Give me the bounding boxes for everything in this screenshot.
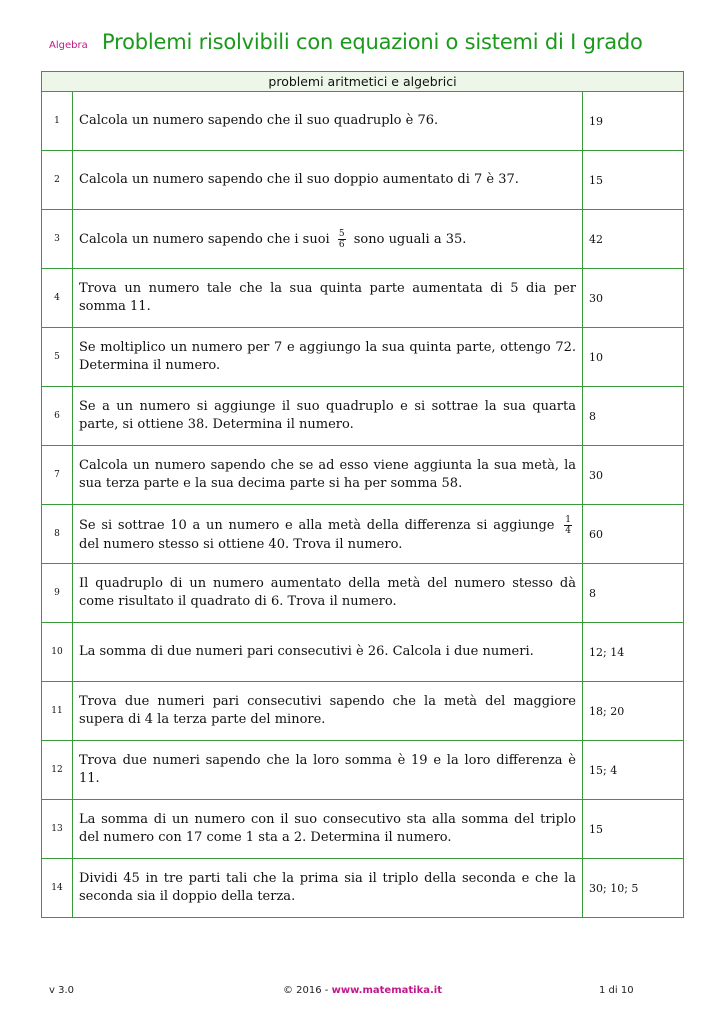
problem-number: 3	[42, 210, 73, 269]
problem-text	[73, 210, 583, 269]
problem-row	[42, 210, 684, 269]
page-number: 1 di 10	[599, 985, 634, 996]
problem-row	[42, 564, 684, 623]
problem-text: Trova due numeri sapendo che la loro somma è 19 e la loro differenza è 11.	[73, 741, 583, 800]
problem-row	[42, 682, 684, 741]
version-label: v 3.0	[49, 985, 74, 996]
fraction-denominator: 6	[338, 239, 345, 250]
problem-answer: 42	[583, 210, 684, 269]
fraction-numerator: 1	[565, 514, 571, 525]
problem-answer: 8	[583, 564, 684, 623]
problem-number: 6	[42, 387, 73, 446]
problem-number: 5	[42, 328, 73, 387]
problem-answer: 30	[583, 446, 684, 505]
problem-row	[42, 269, 684, 328]
page-title: Problemi risolvibili con equazioni o sistemi di I grado	[102, 30, 643, 54]
problem-row	[42, 387, 684, 446]
problem-number: 9	[42, 564, 73, 623]
problem-row	[42, 151, 684, 210]
problem-row	[42, 623, 684, 682]
problem-text: Se moltiplico un numero per 7 e aggiungo la sua quinta parte, ottengo 72. Determina il numero.	[73, 328, 583, 387]
problem-answer: 60	[583, 505, 684, 564]
problem-number: 1	[42, 92, 73, 151]
problem-answer: 15; 4	[583, 741, 684, 800]
problem-text: Trova un numero tale che la sua quinta parte aumentata di 5 dia per somma 11.	[73, 269, 583, 328]
page-header	[0, 0, 725, 70]
fraction	[564, 515, 572, 536]
problem-number: 14	[42, 859, 73, 918]
problem-text: Se a un numero si aggiunge il suo quadruplo e si sottrae la sua quarta parte, si ottiene 38. Determina il numero.	[73, 387, 583, 446]
problem-text-before: Se si sottrae 10 a un numero e alla metà della differenza si aggiunge	[79, 517, 555, 533]
problems-table	[41, 71, 684, 918]
problem-text: Il quadruplo di un numero aumentato della metà del numero stesso dà come risultato il quadrato di 6. Trova il numero.	[73, 564, 583, 623]
problem-text: Calcola un numero sapendo che il suo quadruplo è 76.	[73, 92, 583, 151]
problem-number: 13	[42, 800, 73, 859]
problem-number: 11	[42, 682, 73, 741]
problem-text: La somma di un numero con il suo consecutivo sta alla somma del triplo del numero con 17 come 1 sta a 2. Determina il numero.	[73, 800, 583, 859]
problem-text: Calcola un numero sapendo che se ad esso viene aggiunta la sua metà, la sua terza parte e la sua decima parte si ha per somma 58.	[73, 446, 583, 505]
problem-number: 12	[42, 741, 73, 800]
problem-row	[42, 505, 684, 564]
problem-row	[42, 741, 684, 800]
problem-answer: 12; 14	[583, 623, 684, 682]
problem-row	[42, 446, 684, 505]
problem-row	[42, 328, 684, 387]
subject-tag: Algebra	[49, 40, 88, 51]
problem-number: 7	[42, 446, 73, 505]
site-link[interactable]: www.matematika.it	[331, 985, 442, 996]
problem-answer: 18; 20	[583, 682, 684, 741]
problem-answer: 15	[583, 800, 684, 859]
problem-number: 4	[42, 269, 73, 328]
problem-answer: 10	[583, 328, 684, 387]
copyright-text: © 2016 -	[283, 985, 329, 996]
fraction-numerator: 5	[338, 228, 345, 239]
fraction-denominator: 4	[565, 525, 571, 536]
problem-answer: 30	[583, 269, 684, 328]
fraction	[338, 229, 346, 250]
problem-text-after: sono uguali a 35.	[353, 231, 467, 247]
problem-text-before: Calcola un numero sapendo che i suoi	[79, 231, 330, 247]
problem-number: 10	[42, 623, 73, 682]
problem-text: Dividi 45 in tre parti tali che la prima sia il triplo della seconda e che la seconda sia il doppio della terza.	[73, 859, 583, 918]
problem-text: Calcola un numero sapendo che il suo doppio aumentato di 7 è 37.	[73, 151, 583, 210]
problem-answer: 15	[583, 151, 684, 210]
problem-row	[42, 92, 684, 151]
problem-text-after: del numero stesso si ottiene 40. Trova il numero.	[79, 536, 403, 552]
problem-row	[42, 800, 684, 859]
problem-number: 8	[42, 505, 73, 564]
problem-answer: 30; 10; 5	[583, 859, 684, 918]
problem-text	[73, 505, 583, 564]
problem-answer: 19	[583, 92, 684, 151]
problem-text: Trova due numeri pari consecutivi sapendo che la metà del maggiore supera di 4 la terza parte del minore.	[73, 682, 583, 741]
problem-text: La somma di due numeri pari consecutivi è 26. Calcola i due numeri.	[73, 623, 583, 682]
problem-row	[42, 859, 684, 918]
section-title: problemi aritmetici e algebrici	[42, 72, 684, 92]
problem-answer: 8	[583, 387, 684, 446]
problem-number: 2	[42, 151, 73, 210]
section-header-row	[42, 72, 684, 92]
